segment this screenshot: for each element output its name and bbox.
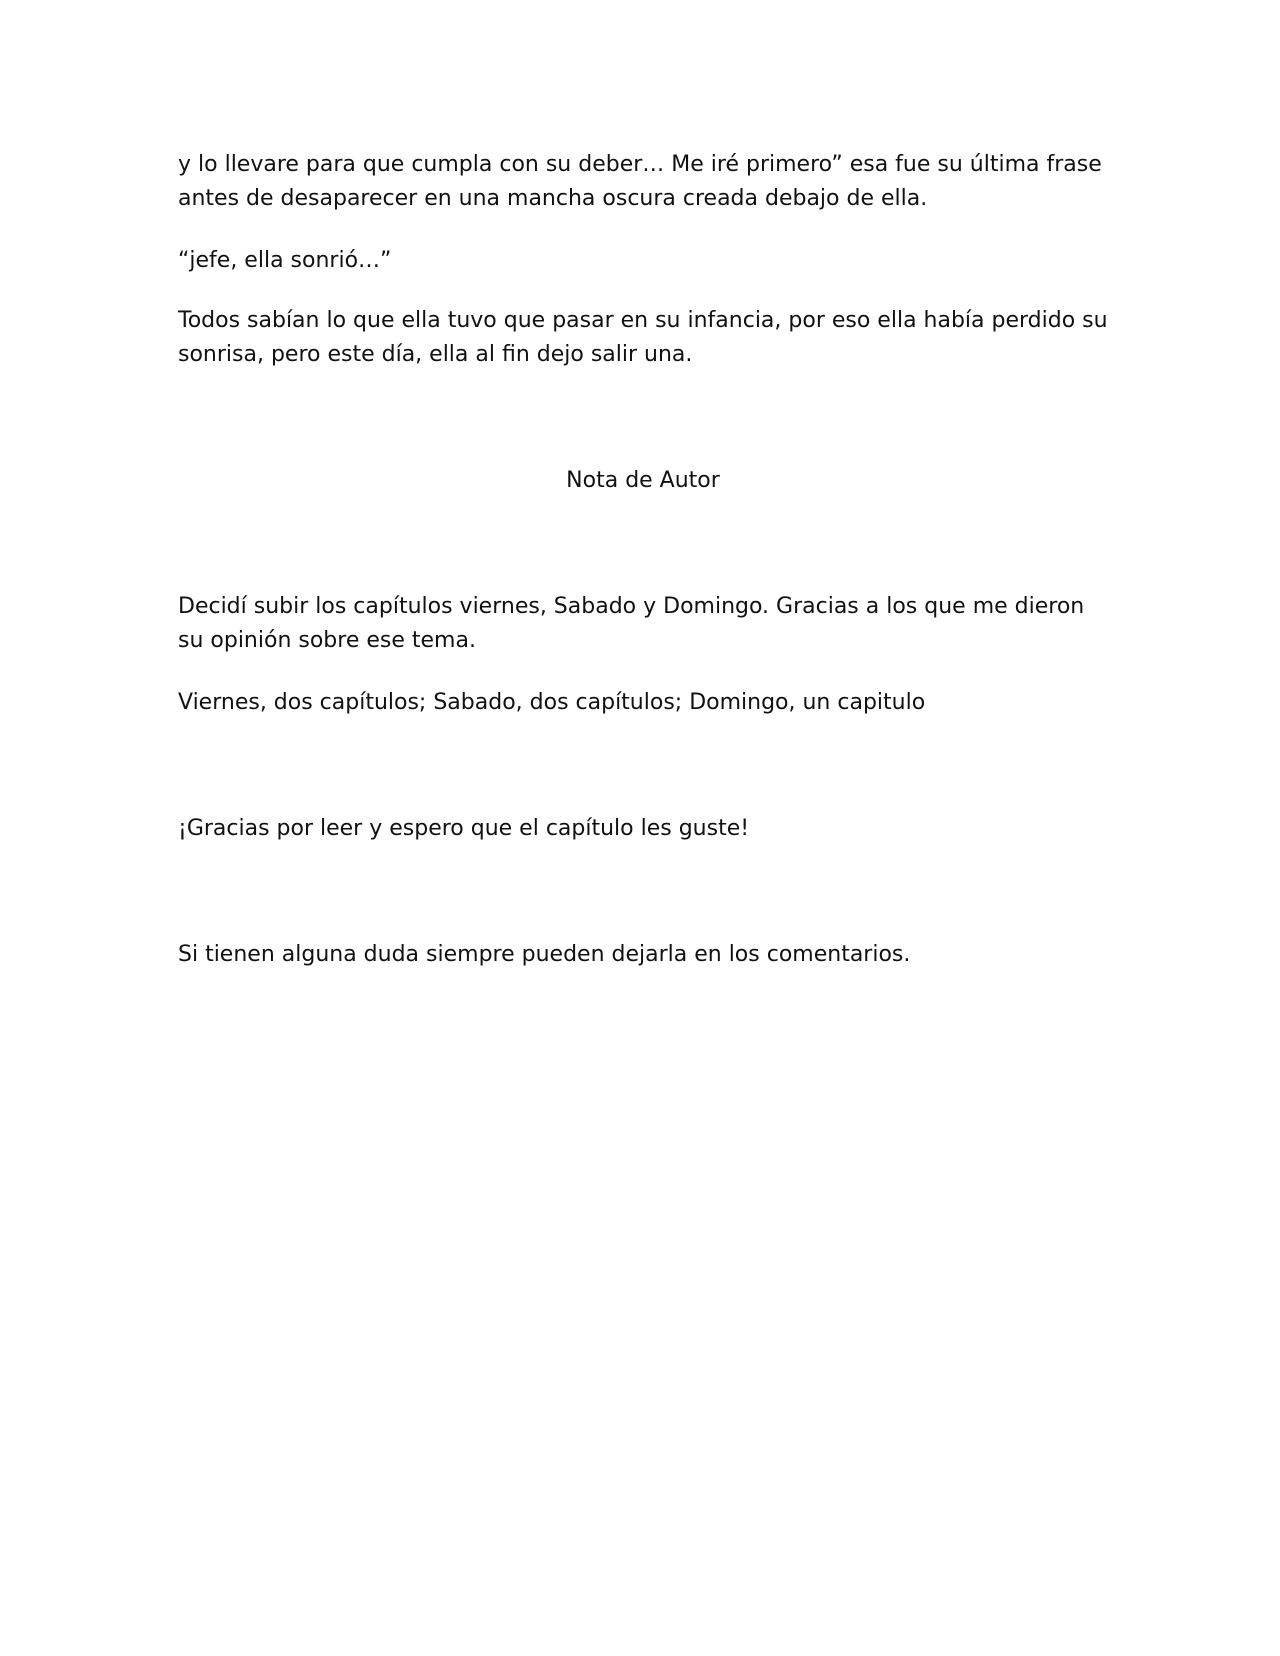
story-paragraph: Todos sabían lo que ella tuvo que pasar en su infancia, por eso ella había perdido su sonrisa, pero este día, ella al fin dejo salir una. [178, 308, 1108, 367]
document-body [178, 148, 1108, 972]
story-quote: “jefe, ella sonrió…” [178, 248, 392, 273]
author-note-thanks: ¡Gracias por leer y espero que el capítulo les guste! [178, 816, 750, 841]
author-note-comments: Si tienen alguna duda siempre pueden dejarla en los comentarios. [178, 942, 911, 967]
author-note-heading: Nota de Autor [566, 468, 720, 493]
author-note-schedule: Viernes, dos capítulos; Sabado, dos capítulos; Domingo, un capitulo [178, 690, 926, 715]
story-paragraph: y lo llevare para que cumpla con su deber… Me iré primero” esa fue su última frase antes de desaparecer en una mancha oscura creada debajo de ella. [178, 152, 1102, 211]
author-note-paragraph: Decidí subir los capítulos viernes, Sabado y Domingo. Gracias a los que me dieron su opinión sobre ese tema. [178, 594, 1085, 653]
